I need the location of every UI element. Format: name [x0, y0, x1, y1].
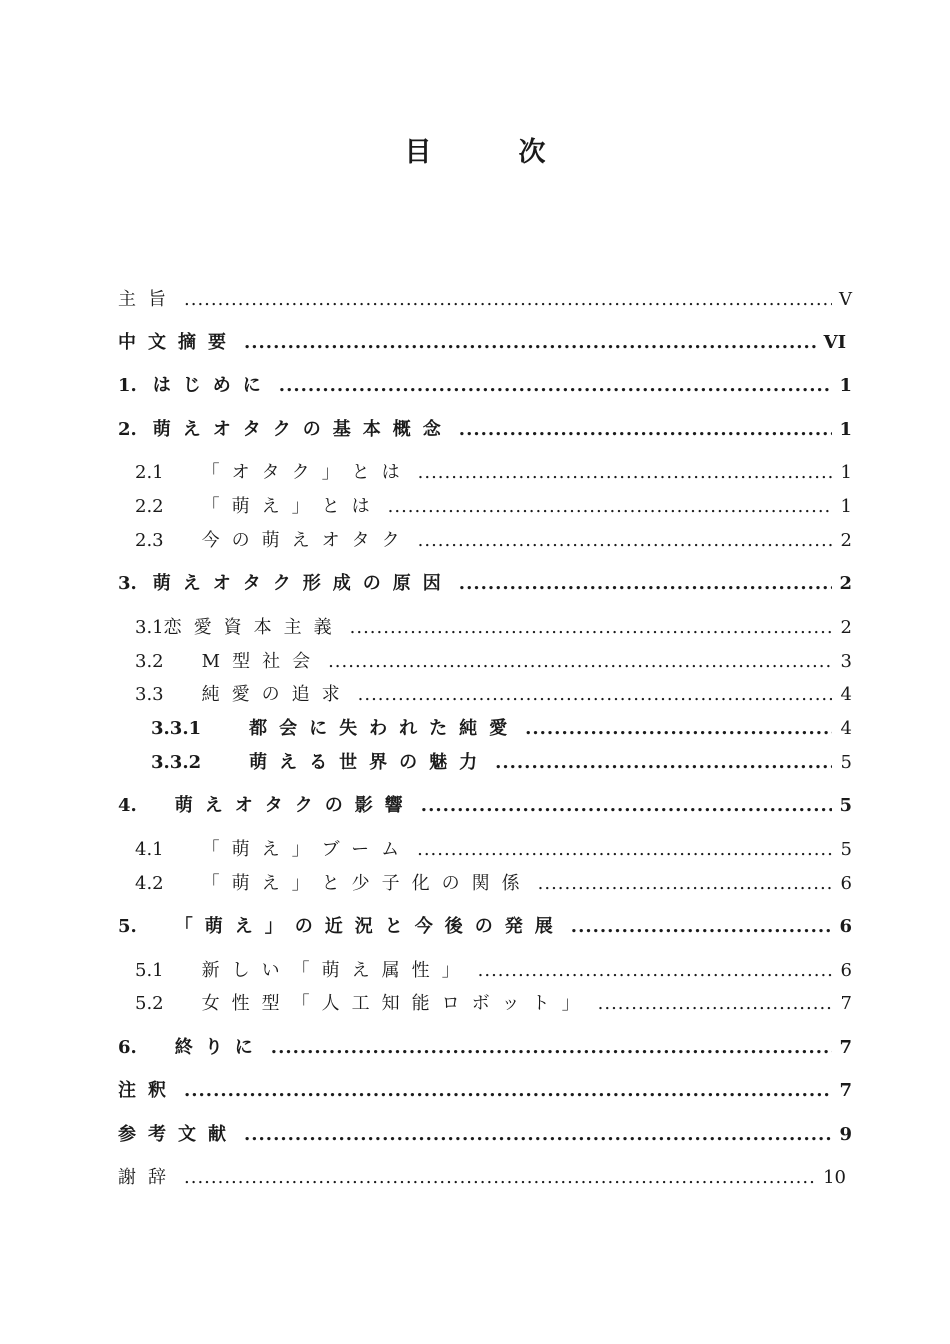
dot-leader	[418, 462, 832, 483]
toc-entry-page: 1	[839, 419, 852, 440]
toc-entry-number: 4.	[118, 795, 137, 816]
toc-entry-label: 謝辞	[118, 1167, 178, 1188]
dot-leader	[184, 1167, 817, 1188]
toc-entry-page: 10	[823, 1167, 846, 1188]
toc-entry-page: 1	[840, 496, 852, 517]
toc-entry-label: 恋愛資本主義	[163, 617, 344, 638]
dot-leader	[350, 617, 832, 638]
toc-entry-page: VI	[823, 332, 846, 353]
toc-entry-page: 1	[839, 375, 852, 396]
dot-leader	[279, 375, 832, 396]
dot-leader	[328, 651, 832, 672]
toc-entry-page: 6	[840, 960, 852, 981]
dot-leader	[244, 332, 818, 353]
dot-leader	[271, 1037, 832, 1058]
toc-entry-2-3[interactable]	[135, 526, 852, 552]
toc-entry-number: 3.3.2	[151, 752, 202, 773]
dot-leader	[495, 752, 832, 773]
toc-entry-number: 2.3	[135, 530, 164, 551]
toc-entry-chinese-abstract[interactable]	[118, 328, 852, 354]
toc-entry-shushi[interactable]	[118, 285, 852, 311]
dot-leader	[571, 916, 832, 937]
toc-entry-label: 「萌え」の近況と今後の発展	[174, 916, 565, 937]
toc-entry-3-2[interactable]	[135, 647, 852, 673]
dot-leader	[388, 496, 832, 517]
dot-leader	[184, 1080, 832, 1101]
dot-leader	[459, 573, 832, 594]
toc-entry-page: 3	[840, 651, 852, 672]
toc-entry-page: V	[839, 289, 852, 310]
page-title: 目 次	[404, 137, 576, 168]
toc-entry-number: 5.1	[135, 960, 164, 981]
toc-entry-number: 3.2	[135, 651, 164, 672]
toc-entry-page: 7	[839, 1037, 852, 1058]
toc-entry-3-1[interactable]	[135, 613, 852, 639]
toc-entry-3[interactable]	[118, 569, 852, 595]
toc-entry-6[interactable]	[118, 1033, 852, 1059]
toc-entry-label: 「萌え」ブーム	[201, 839, 412, 860]
dot-leader	[417, 839, 832, 860]
toc-entry-number: 2.1	[135, 462, 164, 483]
toc-entry-number: 3.1	[135, 617, 164, 638]
toc-entry-number: 3.3.1	[151, 718, 202, 739]
dot-leader	[525, 718, 832, 739]
toc-entry-number: 5.2	[135, 993, 164, 1014]
toc-entry-label: はじめに	[152, 375, 273, 396]
toc-entry-number: 5.	[118, 916, 137, 937]
toc-entry-page: 4	[840, 718, 852, 739]
toc-entry-number: 6.	[118, 1037, 137, 1058]
dot-leader	[459, 419, 832, 440]
toc-entry-label: 純愛の追求	[201, 684, 352, 705]
toc-entry-2[interactable]	[118, 415, 852, 441]
dot-leader	[244, 1124, 832, 1145]
toc-entry-5-1[interactable]	[135, 956, 852, 982]
toc-entry-label: 「萌え」とは	[201, 496, 382, 517]
toc-entry-label: 萌えオタクの影響	[174, 795, 415, 816]
toc-entry-label: 終りに	[174, 1037, 265, 1058]
toc-entry-label: 都会に失われた純愛	[249, 718, 520, 739]
toc-entry-label: M型社会	[201, 651, 323, 672]
toc-entry-page: 7	[840, 993, 852, 1014]
toc-entry-number: 2.	[118, 419, 137, 440]
toc-entry-page: 6	[839, 916, 852, 937]
toc-entry-page: 2	[840, 530, 852, 551]
toc-entry-label: 萌えオタクの基本概念	[152, 419, 453, 440]
toc-entry-page: 4	[840, 684, 852, 705]
toc-entry-page: 5	[839, 795, 852, 816]
toc-entry-4-1[interactable]	[135, 835, 852, 861]
toc-entry-label: 主旨	[118, 289, 178, 310]
toc-entry-3-3[interactable]	[135, 680, 852, 706]
toc-entry-number: 4.2	[135, 873, 164, 894]
dot-leader	[598, 993, 832, 1014]
toc-entry-page: 2	[839, 573, 852, 594]
toc-entry-references[interactable]	[118, 1120, 852, 1146]
toc-entry-page: 2	[840, 617, 852, 638]
dot-leader	[184, 289, 832, 310]
toc-entry-number: 3.3	[135, 684, 164, 705]
toc-entry-number: 3.	[118, 573, 137, 594]
toc-entry-label: 参考文献	[118, 1124, 238, 1145]
dot-leader	[418, 530, 832, 551]
toc-entry-4[interactable]	[118, 791, 852, 817]
toc-entry-3-3-2[interactable]	[151, 748, 852, 774]
toc-entry-label: 「萌え」と少子化の関係	[201, 873, 532, 894]
dot-leader	[538, 873, 832, 894]
toc-entry-page: 9	[839, 1124, 852, 1145]
toc-entry-number: 4.1	[135, 839, 164, 860]
toc-entry-label: 今の萌えオタク	[201, 530, 412, 551]
dot-leader	[478, 960, 832, 981]
toc-entry-label: 新しい「萌え属性」	[201, 960, 472, 981]
toc-entry-page: 6	[840, 873, 852, 894]
toc-entry-page: 7	[839, 1080, 852, 1101]
toc-entry-1[interactable]	[118, 371, 852, 397]
toc-entry-acknowledgements[interactable]	[118, 1163, 852, 1189]
toc-entry-number: 2.2	[135, 496, 164, 517]
toc-entry-3-3-1[interactable]	[151, 714, 852, 740]
toc-entry-page: 5	[840, 839, 852, 860]
toc-entry-label: 中文摘要	[118, 332, 238, 353]
dot-leader	[421, 795, 832, 816]
toc-entry-page: 5	[840, 752, 852, 773]
toc-entry-label: 萌える世界の魅力	[249, 752, 490, 773]
dot-leader	[358, 684, 832, 705]
toc-entry-label: 女性型「人工知能ロボット」	[201, 993, 592, 1014]
toc-entry-4-2[interactable]	[135, 869, 852, 895]
toc-entry-2-2[interactable]	[135, 492, 852, 518]
toc-entry-number: 1.	[118, 375, 137, 396]
toc-entry-label: 注釈	[118, 1080, 178, 1101]
toc-entry-label: 萌えオタク形成の原因	[152, 573, 453, 594]
toc-entry-page: 1	[840, 462, 852, 483]
toc-entry-5[interactable]	[118, 912, 852, 938]
toc-entry-5-2[interactable]	[135, 989, 852, 1015]
toc-entry-2-1[interactable]	[135, 458, 852, 484]
toc-entry-label: 「オタク」とは	[201, 462, 412, 483]
toc-entry-notes[interactable]	[118, 1076, 852, 1102]
